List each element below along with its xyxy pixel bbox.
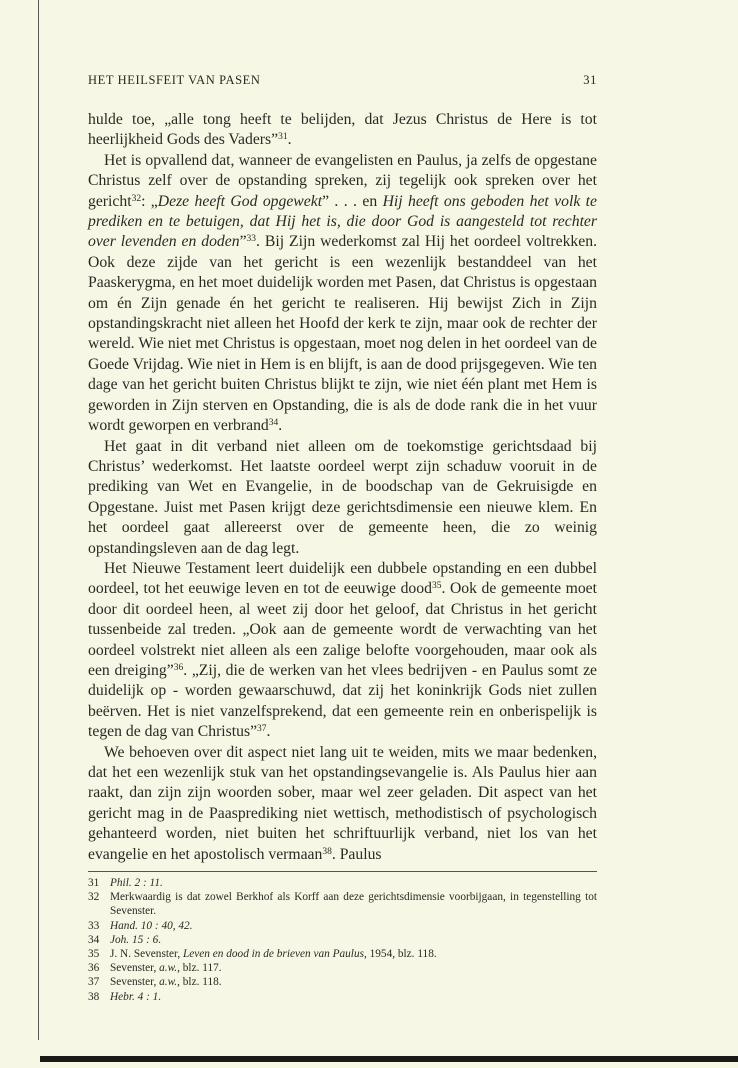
footnote: 38 Hebr. 4 : 1. [88,990,162,1003]
footnote: 35 J. N. Sevenster, Leven en dood in de brieven van Paulus, 1954, blz. 118. [88,948,437,961]
paragraph-5: We behoeven over dit aspect niet lang uit te weiden, mits we maar bedenken, dat het een wezenlijk stuk van het opstandingsevangelie is. Als Paulus hier aan raakt, dan zijn zijn woorden sober, maar wel zeer geladen. Dit aspect van het gericht mag in de Paasprediking niet wettisch, methodistisch of psychologisch gehanteerd worden, niet buiten het schriftuurlijk verband, niet los van het evangelie en het apostolisch vermaan$^{38}$. Paulus [88,743,597,863]
paragraph-3: Het gaat in dit verband niet alleen om de toekomstige gerichtsdaad bij Christus’ wederkomst. Het laatste oordeel werpt zijn schaduw vooruit in de prediking van Wet en Evangelie, in de boodschap van de Gekruisigde en Opgestane. Juist met Pasen krijgt deze gerichtsdimensie een nieuwe klem. En het oordeel gaat allereerst over de gemeente heen, die zo weinig opstandingsleven aan de dag legt. [88,437,597,557]
footnote: 37 Sevenster, a.w., blz. 118. [88,976,222,989]
footnote-ref-36: 36 [173,662,184,673]
footnotes [88,871,597,1004]
running-head [88,73,597,88]
footnote-ref-33: 33 [246,234,257,245]
footnote: 34 Joh. 15 : 6. [88,933,162,946]
footnote-ref-38: 38 [322,846,332,857]
paragraph-1: hulde toe, „alle tong heeft te belijden, dat Jezus Christus de Here is tot heerlijkheid Gods des Vaders”$^{31}$. [88,111,597,149]
footnote-ref-35: 35 [431,581,442,592]
footnote-ref-37: 37 [257,724,267,735]
footnote: 32 Merkwaardig is dat zowel Berkhof als Korff aan deze gerichtsdimensie voorbijgaan, in tegenstelling tot Sevenster. [88,891,597,918]
paragraph-4: Het Nieuwe Testament leert duidelijk een dubbele opstanding en een dubbel oordeel, tot het eeuwige leven en tot de eeuwige dood$^{35}$. Ook de gemeente moet door dit oordeel heen, al weet zij door het geloof, dat Christus in het gericht tussenbeide zal treden. „Ook aan de gemeente wordt de verwachting van het oordeel volstrekt niet alleen als een zalige belofte voorgehouden, maar ook als een dreiging”$^{36}$. „Zij, die de werken van het vlees bedrijven - en Paulus somt ze duidelijk op - worden gewaarschuwd, dat zij het koninkrijk Gods niet zullen beërven. Het is niet vanzelfsprekend, dat een gemeente rein en onberispelijk is tegen de dag van Christus”$^{37}$. [88,559,597,741]
body-text [88,110,597,865]
footnote: 33 Hand. 10 : 40, 42. [88,919,193,932]
footnote-ref-34: 34 [268,418,279,429]
book-page [88,73,597,1004]
footnote: 36 Sevenster, a.w., blz. 117. [88,962,222,975]
paragraph-2: Het is opvallend dat, wanneer de evangelisten en Paulus, ja zelfs de opgestane Christus zelf over de opstanding spreken, zij tegelijk ook spreken over het gericht$^{32}$: „Deze heeft God opgewekt” . . . en Hij heeft ons geboden het volk te prediken en te betuigen, dat Hij het is, die door God is aangesteld tot rechter over levenden en doden”$^{33}$. Bij Zijn wederkomst zal Hij het oordeel voltrekken. Ook deze zijde van het gericht is een wezenlijk bestanddeel van het Paaskerygma, en het moet duidelijk worden met Pasen, dat Christus is opgestaan om én Zijn genade én het gericht te realiseren. Hij bewijst Zich in Zijn opstandingskracht niet alleen het Hoofd der kerk te zijn, maar ook de rechter der wereld. Wie niet met Christus is opgestaan, moet nog delen in het oordeel van de Goede Vrijdag. Wie niet in Hem is en blijft, is aan de dood prijsgegeven. Wie ten dage van het gericht buiten Christus blijkt te zijn, wie niet één plant met Hem is geworden in Zijn sterven en Opstanding, die is als de dode rank die in het vuur wordt geworpen en verbrand$^{34}$. [88,151,597,435]
footnote-ref-32: 32 [131,193,142,204]
footnote-ref-31: 31 [278,132,288,143]
footnote: 31 Phil. 2 : 11. [88,877,163,890]
page-bottom-rule [40,1056,738,1062]
page-edge-rule [38,0,39,1040]
running-head-title: HET HEILSFEIT VAN PASEN [88,73,261,87]
page-number: 31 [583,73,597,87]
